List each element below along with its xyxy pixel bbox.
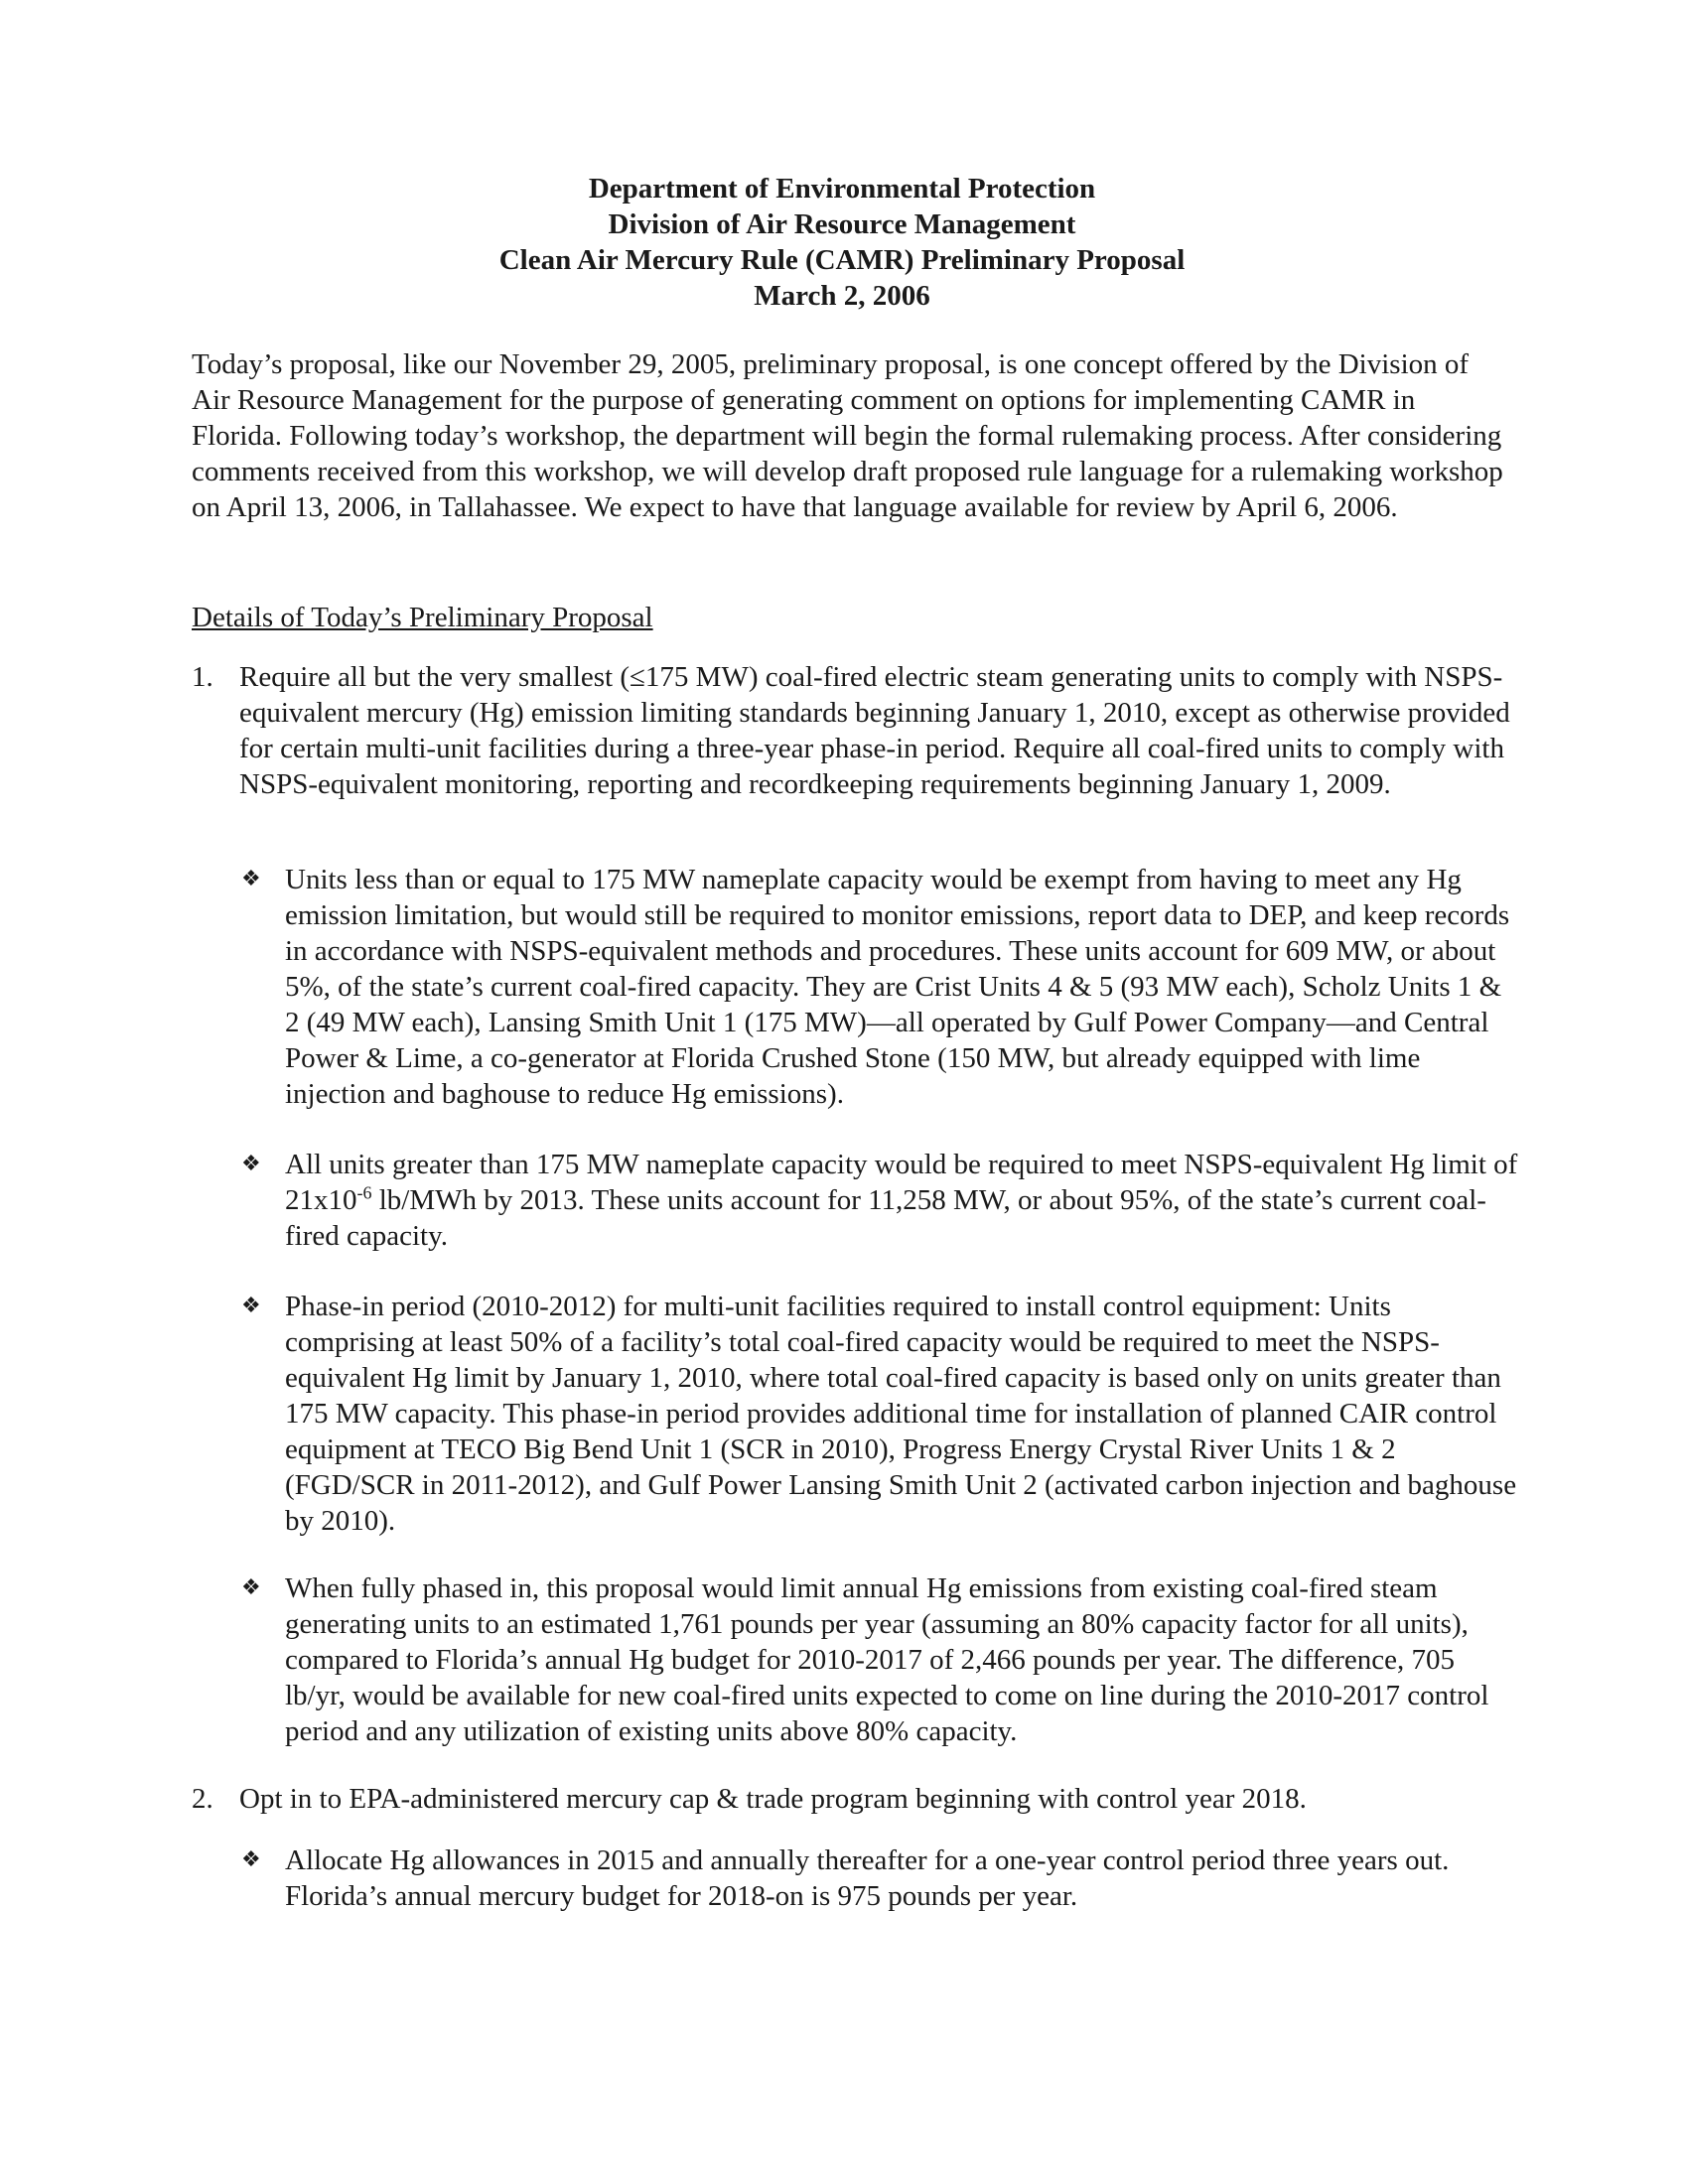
header-division: Division of Air Resource Management [608, 208, 1076, 240]
intro-paragraph: Today’s proposal, like our November 29, 2005, preliminary proposal, is one concept offered by the Division of Air Resource Management for the purpose of generating comment on options for implementing CAMR in Florida. Following today’s workshop, the department will begin the formal rulemaking process. After considering comments received from this workshop, we will develop draft proposed rule language for a rulemaking workshop on April 13, 2006, in Tallahassee. We expect to have that language available for review by April 6, 2006. [192, 348, 1503, 523]
diamond-bullet-icon: ❖ [241, 1847, 261, 1872]
header-title: Clean Air Mercury Rule (CAMR) Preliminary Proposal [498, 244, 1186, 276]
item-number: 1. [192, 661, 213, 693]
diamond-bullet-icon: ❖ [241, 867, 261, 891]
document-page: Department of Environmental Protection Division of Air Resource Management Clean Air Mercury Rule (CAMR) Preliminary Proposal March 2, 2006 Today’s proposal, like our November 29, 2005, preliminary proposal, is one concept offered by the Division of Air Resource Management for the purpose of generating comment on options for implementing CAMR in Florida. Following today’s workshop, the department will begin the formal rulemaking process. After considering comments received from this workshop, we will develop draft proposed rule language for a rulemaking workshop on April 13, 2006, in Tallahassee. We expect to have that language available for review by April 6, 2006. Details of Today’s Preliminary Proposal 1. Require all but the very smallest (≤175 MW) coal-fired electric steam generating units to comply with NSPS-equivalent mercury (Hg) emission limiting standards beginning January 1, 2010, except as otherwise provided for certain multi-unit facilities during a three-year phase-in period. Require all coal-fired units to comply with NSPS-equivalent monitoring, reporting and recordkeeping requirements beginning January 1, 2009. ❖ Units less than or equal to 175 MW nameplate capacity would be exempt from having to meet any Hg emission limitation, but would still be required to monitor emissions, report data to DEP, and keep records in accordance with NSPS-equivalent methods and procedures. These units account for 609 MW, or about 5%, of the state’s current coal-fired capacity. They are Crist Units 4 & 5 (93 MW each), Scholz Units 1 & 2 (49 MW each), Lansing Smith Unit 1 (175 MW)—all operated by Gulf Power Company—and Central Power & Lime, a co-generator at Florida Crushed Stone (150 MW, but already equipped with lime injection and baghouse to reduce Hg emissions). ❖ All units greater than 175 MW nameplate capacity would be required to meet NSPS-equivalent Hg limit of $21x10^{-6}$ lb/MWh by 2013. These units account for 11,258 MW, or about 95%, of the state’s current coal-fired capacity. ❖ Phase-in period (2010-2012) for multi-unit facilities required to install control equipment: Units comprising at least 50% of a facility’s total coal-fired capacity would be required to meet the NSPS-equivalent Hg limit by January 1, 2010, where total coal-fired capacity is based only on units greater than 175 MW capacity. This phase-in period provides additional time for installation of planned CAIR control equipment at TECO Big Bend Unit 1 (SCR in 2010), Progress Energy Crystal River Units 1 & 2 (FGD/SCR in 2011-2012), and Gulf Power Lansing Smith Unit 2 (activated carbon injection and baghouse by 2010). ❖ When fully phased in, this proposal would limit annual Hg emissions from existing coal-fired steam generating units to an estimated 1,761 pounds per year (assuming an 80% capacity factor for all units), compared to Florida’s annual Hg budget for 2010-2017 of 2,466 pounds per year. The difference, 705 lb/yr, would be available for new coal-fired units expected to come on line during the 2010-2017 control period and any utilization of existing units above 80% capacity. 2. Opt in to EPA-administered mercury cap & trade program beginning with control year 2018. ❖ Allocate Hg allowances in 2015 and annually thereafter for a one-year control period three years out. Florida’s annual mercury budget for 2018-on is 975 pounds per year. [0, 0, 1684, 2184]
header-date: March 2, 2006 [754, 280, 930, 312]
diamond-bullet-icon: ❖ [241, 1575, 261, 1600]
document-header [0, 171, 1684, 314]
header-agency: Department of Environmental Protection [588, 173, 1096, 205]
diamond-bullet-icon: ❖ [241, 1294, 261, 1318]
item-text: Require all but the very smallest (≤175 MW) coal-fired electric steam generating units to comply with NSPS-equivalent mercury (Hg) emission limiting standards beginning January 1, 2010, except as otherwise provided for certain multi-unit facilities during a three-year phase-in period. Require all coal-fired units to comply with NSPS-equivalent monitoring, reporting and recordkeeping requirements beginning January 1, 2009. [239, 661, 1510, 800]
section-heading: Details of Today’s Preliminary Proposal [192, 602, 653, 633]
item-text: Opt in to EPA-administered mercury cap & trade program beginning with control year 2018. [239, 1783, 1307, 1815]
item-number: 2. [192, 1783, 213, 1815]
diamond-bullet-icon: ❖ [241, 1152, 261, 1176]
